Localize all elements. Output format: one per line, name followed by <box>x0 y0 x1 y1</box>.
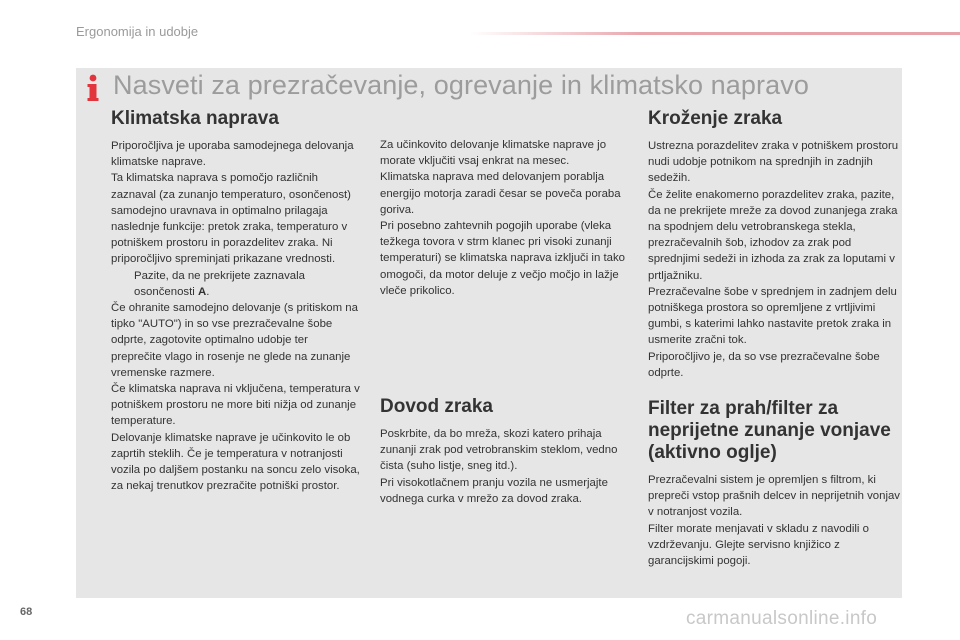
paragraph: Prezračevalni sistem je opremljen s filtrom, ki prepreči vstop prašnih delcev in neprijetnih vonjav v notranjost vozila. <box>648 474 901 519</box>
paragraph: Ustrezna porazdelitev zraka v potniškem prostoru nudi udobje potnikom na sprednjih in zadnjih sedežih. <box>648 140 899 185</box>
column-krozenje <box>648 108 900 381</box>
paragraph: Ta klimatska naprava s pomočjo različnih zaznaval (za zunanjo temperaturo, osončenost) samodejno uravnava in optimalno prilagaja naslednje funkcije: pretok zraka, temperaturo v potniškem prostoru in porazdelitev zraka. Ni priporočljivo spreminjati prikazane vrednosti. <box>111 172 351 266</box>
paragraph: Delovanje klimatske naprave je učinkovito le ob zaprtih steklih. Če je temperatura v notranjosti vozila po daljšem postanku na soncu zelo visoka, za nekaj trenutkov prezračite potniški prostor. <box>111 431 360 493</box>
watermark: carmanualsonline.info <box>686 608 878 629</box>
paragraph: Filter morate menjavati v skladu z navodili o vzdrževanju. Glejte servisno knjižico z garancijskimi pogoji. <box>648 522 869 568</box>
heading-filter: Filter za prah/filter za neprijetne zunanje vonjave (aktivno oglje) <box>648 398 891 463</box>
heading-dovod-zraka: Dovod zraka <box>380 396 493 417</box>
header-accent-line <box>470 32 960 35</box>
column-middle <box>380 137 632 299</box>
bullet-item <box>111 268 361 300</box>
section-filter <box>648 398 900 569</box>
paragraph: Če ohranite samodejno delovanje (s pritiskom na tipko "AUTO") in so vse prezračevalne šobe odprte, zagotovite optimalno udobje ter preprečite vlago in rosenje ne glede na zunanje vremenske razmere. <box>111 302 358 379</box>
heading-krozenje-zraka: Kroženje zraka <box>648 108 783 129</box>
heading-klimatska-naprava: Klimatska naprava <box>111 108 279 129</box>
section-title: Ergonomija in udobje <box>76 24 199 39</box>
paragraph: Če klimatska naprava ni vključena, temperatura v potniškem prostoru ne more biti nižja od zunanje temperature. <box>111 383 360 428</box>
paragraph: Prezračevalne šobe v sprednjem in zadnjem delu potniškega prostora so opremljene z vrtljivimi gumbi, s katerimi lahko nastavite pretok zraka in usmerite zračni tok. <box>648 285 897 347</box>
paragraph: Klimatska naprava med delovanjem porablja energijo motorja zaradi česar se poveča poraba goriva. <box>380 171 621 216</box>
paragraph: Pri visokotlačnem pranju vozila ne usmerjajte vodnega curka v mrežo za dovod zraka. <box>380 476 608 505</box>
column-klimatska <box>111 108 361 494</box>
bullet-text: Pazite, da ne prekrijete zaznavala osončenosti <box>134 269 305 298</box>
bullet-bold: A <box>197 285 207 298</box>
info-icon <box>84 74 102 102</box>
paragraph: Priporočljiva je uporaba samodejnega delovanja klimatske naprave. <box>111 140 354 169</box>
page-number: 68 <box>20 606 33 618</box>
paragraph: Pri posebno zahtevnih pogojih uporabe (vleka težkega tovora v strm klanec pri visoki zunanji temperaturi) se klimatska naprava izključi in tako omogoči, da motor deluje z večjo močjo in lažje vleče prikolico. <box>380 220 625 297</box>
paragraph: Poskrbite, da bo mreža, skozi katero prihaja zunanji zrak pod vetrobranskim steklom, vedno čista (suho listje, sneg itd.). <box>380 428 618 473</box>
paragraph: Če želite enakomerno porazdelitev zraka, pazite, da ne prekrijete mreže za dovod zunanjega zraka na spodnjem delu vetrobranskega stekla, prezračevalnih šob, izhodov za zrak pod sprednjimi sedeži in izhoda za zrak za loputami v prtljažniku. <box>648 188 898 282</box>
bullet-end: . <box>206 285 210 298</box>
paragraph: Priporočljivo je, da so vse prezračevalne šobe odprte. <box>648 350 880 379</box>
section-dovod-zraka <box>380 396 632 507</box>
page-title: Nasveti za prezračevanje, ogrevanje in klimatsko napravo <box>113 70 809 100</box>
paragraph: Za učinkovito delovanje klimatske naprave jo morate vključiti vsaj enkrat na mesec. <box>380 139 607 168</box>
